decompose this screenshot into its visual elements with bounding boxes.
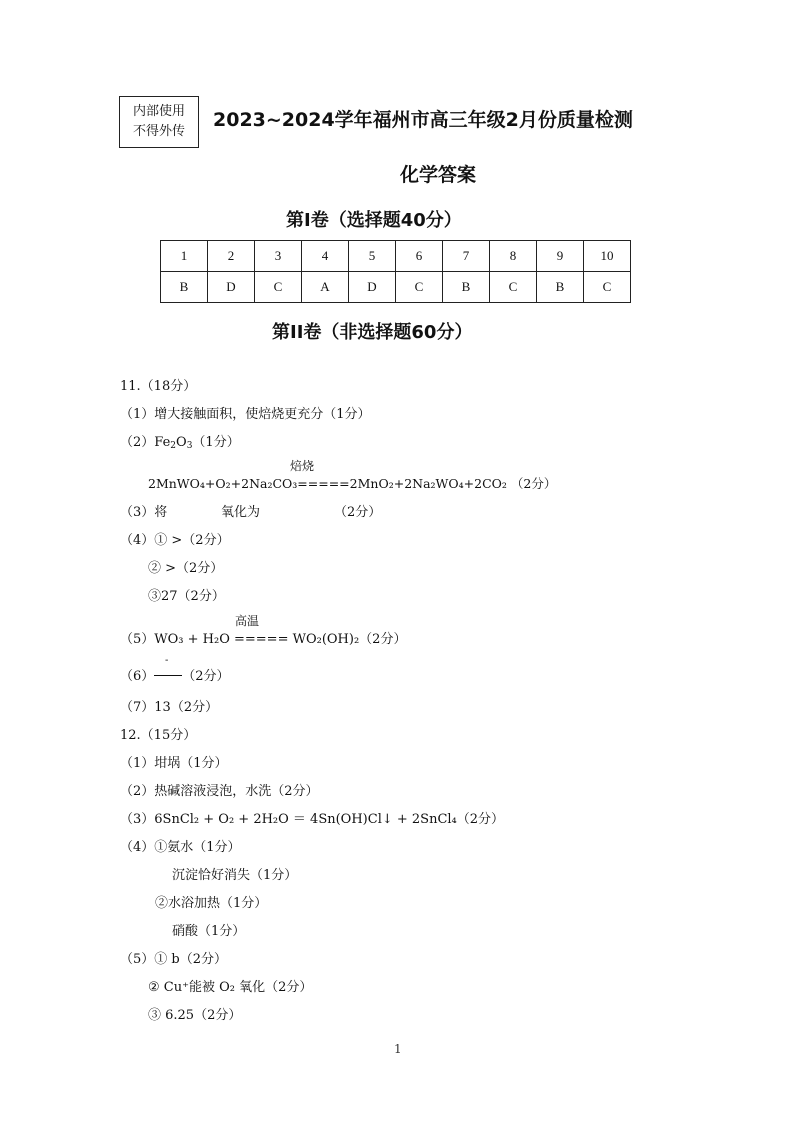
q12-answer-2: （2）热碱溶液浸泡，水洗（2分）: [120, 784, 319, 799]
q12-answer-4-2: ②水浴加热（1分）: [155, 896, 268, 911]
q12-answer-5-1: （5）① b（2分）: [120, 952, 227, 967]
question-number: 4: [302, 241, 349, 272]
question-number: 2: [208, 241, 255, 272]
q11-equation: 2MnWO₄+O₂+2Na₂CO₃=====2MnO₂+2Na₂WO₄+2CO₂ （2分）: [148, 476, 557, 491]
answer-cell: D: [349, 272, 396, 303]
question-number: 7: [443, 241, 490, 272]
q11-answer-3-prefix: （3）将: [120, 505, 168, 520]
answer-cell: C: [490, 272, 537, 303]
answer-cell: C: [255, 272, 302, 303]
q11-header: 11.（18分）: [120, 379, 197, 394]
q11-answer-3-mid: 氧化为: [221, 505, 261, 520]
blank-line: [154, 675, 182, 676]
q12-answer-1: （1）坩埚（1分）: [120, 756, 228, 771]
q12-answer-4-2b: 硝酸（1分）: [172, 924, 246, 939]
q12-answer-3: （3）6SnCl₂ + O₂ + 2H₂O ＝ 4Sn(OH)Cl↓ + 2SnCl₄（2分）: [120, 812, 505, 827]
answer-table-answer-row: [161, 272, 631, 303]
question-number: 5: [349, 241, 396, 272]
q11-answer-4-2: ② >（2分）: [148, 561, 224, 576]
answer-cell: C: [396, 272, 443, 303]
q12-answer-5-3: ③ 6.25（2分）: [148, 1008, 242, 1023]
answer-cell: C: [584, 272, 631, 303]
q11-answer-4-3: ③27（2分）: [148, 589, 225, 604]
question-number: 3: [255, 241, 302, 272]
page-number: 1: [394, 1042, 402, 1056]
document-title: 2023~2024学年福州市高三年级2月份质量检测: [213, 109, 633, 131]
q12-answer-4-1: （4）①氨水（1分）: [120, 840, 241, 855]
q11-answer-2: $(2)Fe_2O_3(1$分）: [120, 435, 240, 451]
q11-answer-5: （5）WO₃ + H₂O ===== WO₂(OH)₂（2分）: [120, 632, 407, 647]
document-subtitle: 化学答案: [400, 164, 477, 186]
q11-answer-6-mark: -: [165, 655, 169, 666]
stamp-line-1: 内部使用: [132, 104, 185, 119]
answer-cell: B: [537, 272, 584, 303]
answer-table-number-row: [161, 241, 631, 272]
answer-cell: B: [161, 272, 208, 303]
q11-answer-7: （7）13（2分）: [120, 700, 219, 715]
answer-table: [160, 240, 631, 303]
q12-answer-5-2: ② Cu⁺能被 O₂ 氧化（2分）: [148, 980, 313, 995]
question-number: 10: [584, 241, 631, 272]
question-number: 8: [490, 241, 537, 272]
part-1-heading: 第Ⅰ卷（选择题40分）: [286, 210, 462, 231]
question-number: 1: [161, 241, 208, 272]
question-number: 9: [537, 241, 584, 272]
internal-use-stamp: [119, 96, 199, 148]
q11-answer-5-condition: 高温: [235, 614, 260, 628]
part-2-heading: 第II卷（非选择题60分）: [272, 322, 473, 343]
q12-answer-4-1b: 沉淀恰好消失（1分）: [172, 868, 298, 883]
answer-cell: D: [208, 272, 255, 303]
q11-answer-4-1: （4）① >（2分）: [120, 533, 230, 548]
q11-answer-3-score: （2分）: [334, 505, 382, 520]
question-number: 6: [396, 241, 443, 272]
q11-answer-1: （1）增大接触面积，使焙烧更充分（1分）: [120, 407, 371, 422]
q12-header: 12.（15分）: [120, 728, 197, 743]
stamp-line-2: 不得外传: [132, 124, 185, 139]
answer-cell: B: [443, 272, 490, 303]
q11-answer-6: （6） （2分）: [120, 669, 230, 684]
q11-equation-condition: 焙烧: [290, 459, 315, 473]
answer-cell: A: [302, 272, 349, 303]
